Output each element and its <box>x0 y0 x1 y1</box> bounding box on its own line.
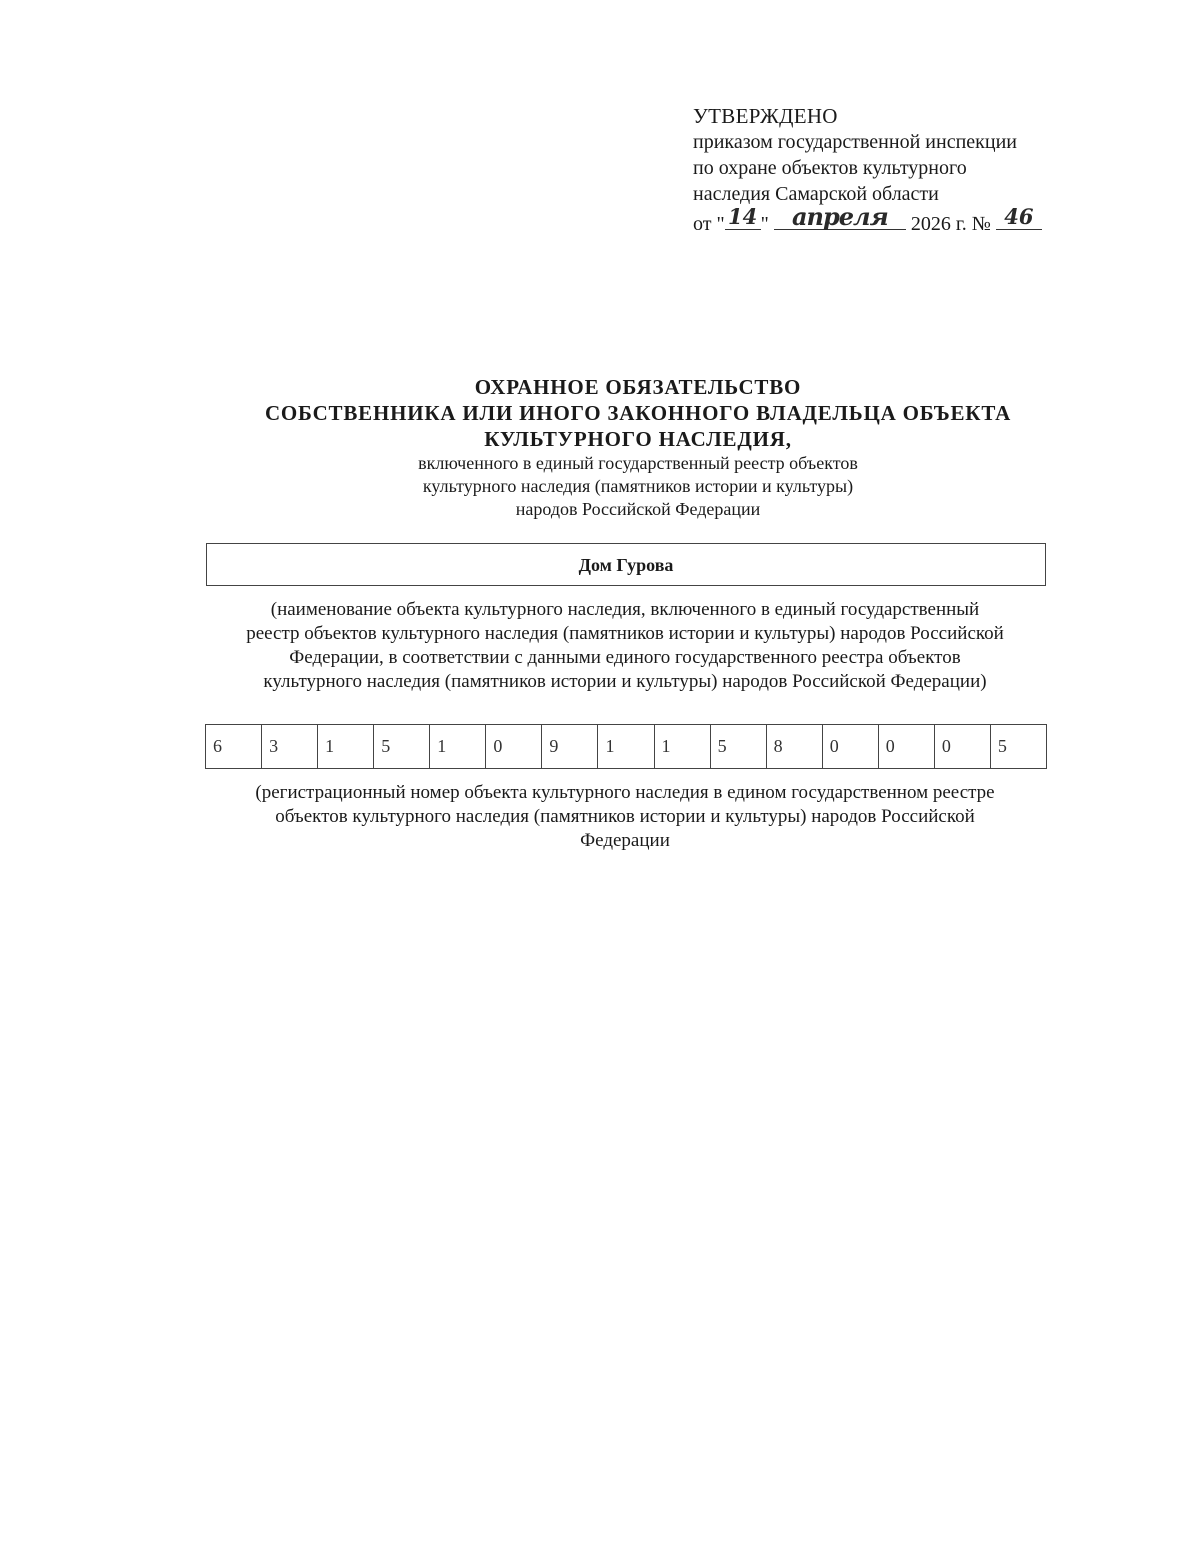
title-subline: народов Российской Федерации <box>515 499 761 519</box>
reg-digit: 1 <box>318 725 374 769</box>
reg-digit: 0 <box>934 725 990 769</box>
title-subline: включенного в единый государственный реестр объектов <box>418 453 858 473</box>
object-name: Дом Гурова <box>578 555 674 575</box>
caption-line: реестр объектов культурного наследия (памятников истории и культуры) народов Российской <box>246 623 1004 644</box>
approval-line: приказом государственной инспекции <box>693 131 1017 153</box>
approval-date-line <box>693 202 1073 237</box>
title-line: КУЛЬТУРНОГО НАСЛЕДИЯ, <box>484 427 792 451</box>
caption-line: культурного наследия (памятников истории и культуры) народов Российской Федерации) <box>263 671 987 692</box>
year-text: 2026 г. № <box>905 213 996 235</box>
reg-digit: 0 <box>486 725 542 769</box>
reg-digit: 1 <box>430 725 486 769</box>
caption-line: объектов культурного наследия (памятников истории и культуры) народов Российской <box>275 806 975 827</box>
object-name-box <box>206 543 1046 586</box>
registration-number-row <box>206 725 1047 769</box>
title-line: ОХРАННОЕ ОБЯЗАТЕЛЬСТВО <box>474 375 802 399</box>
caption-line: (наименование объекта культурного наследия, включенного в единый государственный <box>270 599 980 620</box>
approval-line: наследия Самарской области <box>693 183 939 205</box>
reg-digit: 9 <box>542 725 598 769</box>
handwritten-number: 46 <box>1004 204 1034 229</box>
date-prefix: от " <box>693 213 725 235</box>
reg-digit: 1 <box>598 725 654 769</box>
approval-title: УТВЕРЖДЕНО <box>693 104 838 128</box>
date-quote: " <box>760 213 769 235</box>
title-line: СОБСТВЕННИКА ИЛИ ИНОГО ЗАКОННОГО ВЛАДЕЛЬЦА ОБЪЕКТА <box>264 401 1012 425</box>
registration-number-caption <box>190 781 1060 853</box>
reg-digit: 6 <box>206 725 262 769</box>
day-field <box>725 204 761 230</box>
approval-line: по охране объектов культурного <box>693 157 967 179</box>
reg-digit: 8 <box>766 725 822 769</box>
order-number-field <box>996 204 1042 230</box>
reg-digit: 5 <box>710 725 766 769</box>
reg-digit: 3 <box>262 725 318 769</box>
reg-digit: 5 <box>990 725 1046 769</box>
caption-line: Федерации, в соответствии с данными единого государственного реестра объектов <box>289 647 961 668</box>
reg-digit: 0 <box>822 725 878 769</box>
caption-line: Федерации <box>580 830 670 851</box>
reg-digit: 0 <box>878 725 934 769</box>
title-subline: культурного наследия (памятников истории и культуры) <box>422 476 854 496</box>
handwritten-month: апреля <box>791 202 888 231</box>
document-title <box>0 374 1200 521</box>
reg-digit: 5 <box>374 725 430 769</box>
approval-stamp <box>693 103 1073 237</box>
object-name-caption <box>190 598 1060 694</box>
registration-number-table <box>205 724 1047 769</box>
handwritten-day: 14 <box>728 204 758 229</box>
reg-digit: 1 <box>654 725 710 769</box>
month-field <box>774 202 906 231</box>
caption-line: (регистрационный номер объекта культурного наследия в едином государственном реестре <box>255 782 995 803</box>
